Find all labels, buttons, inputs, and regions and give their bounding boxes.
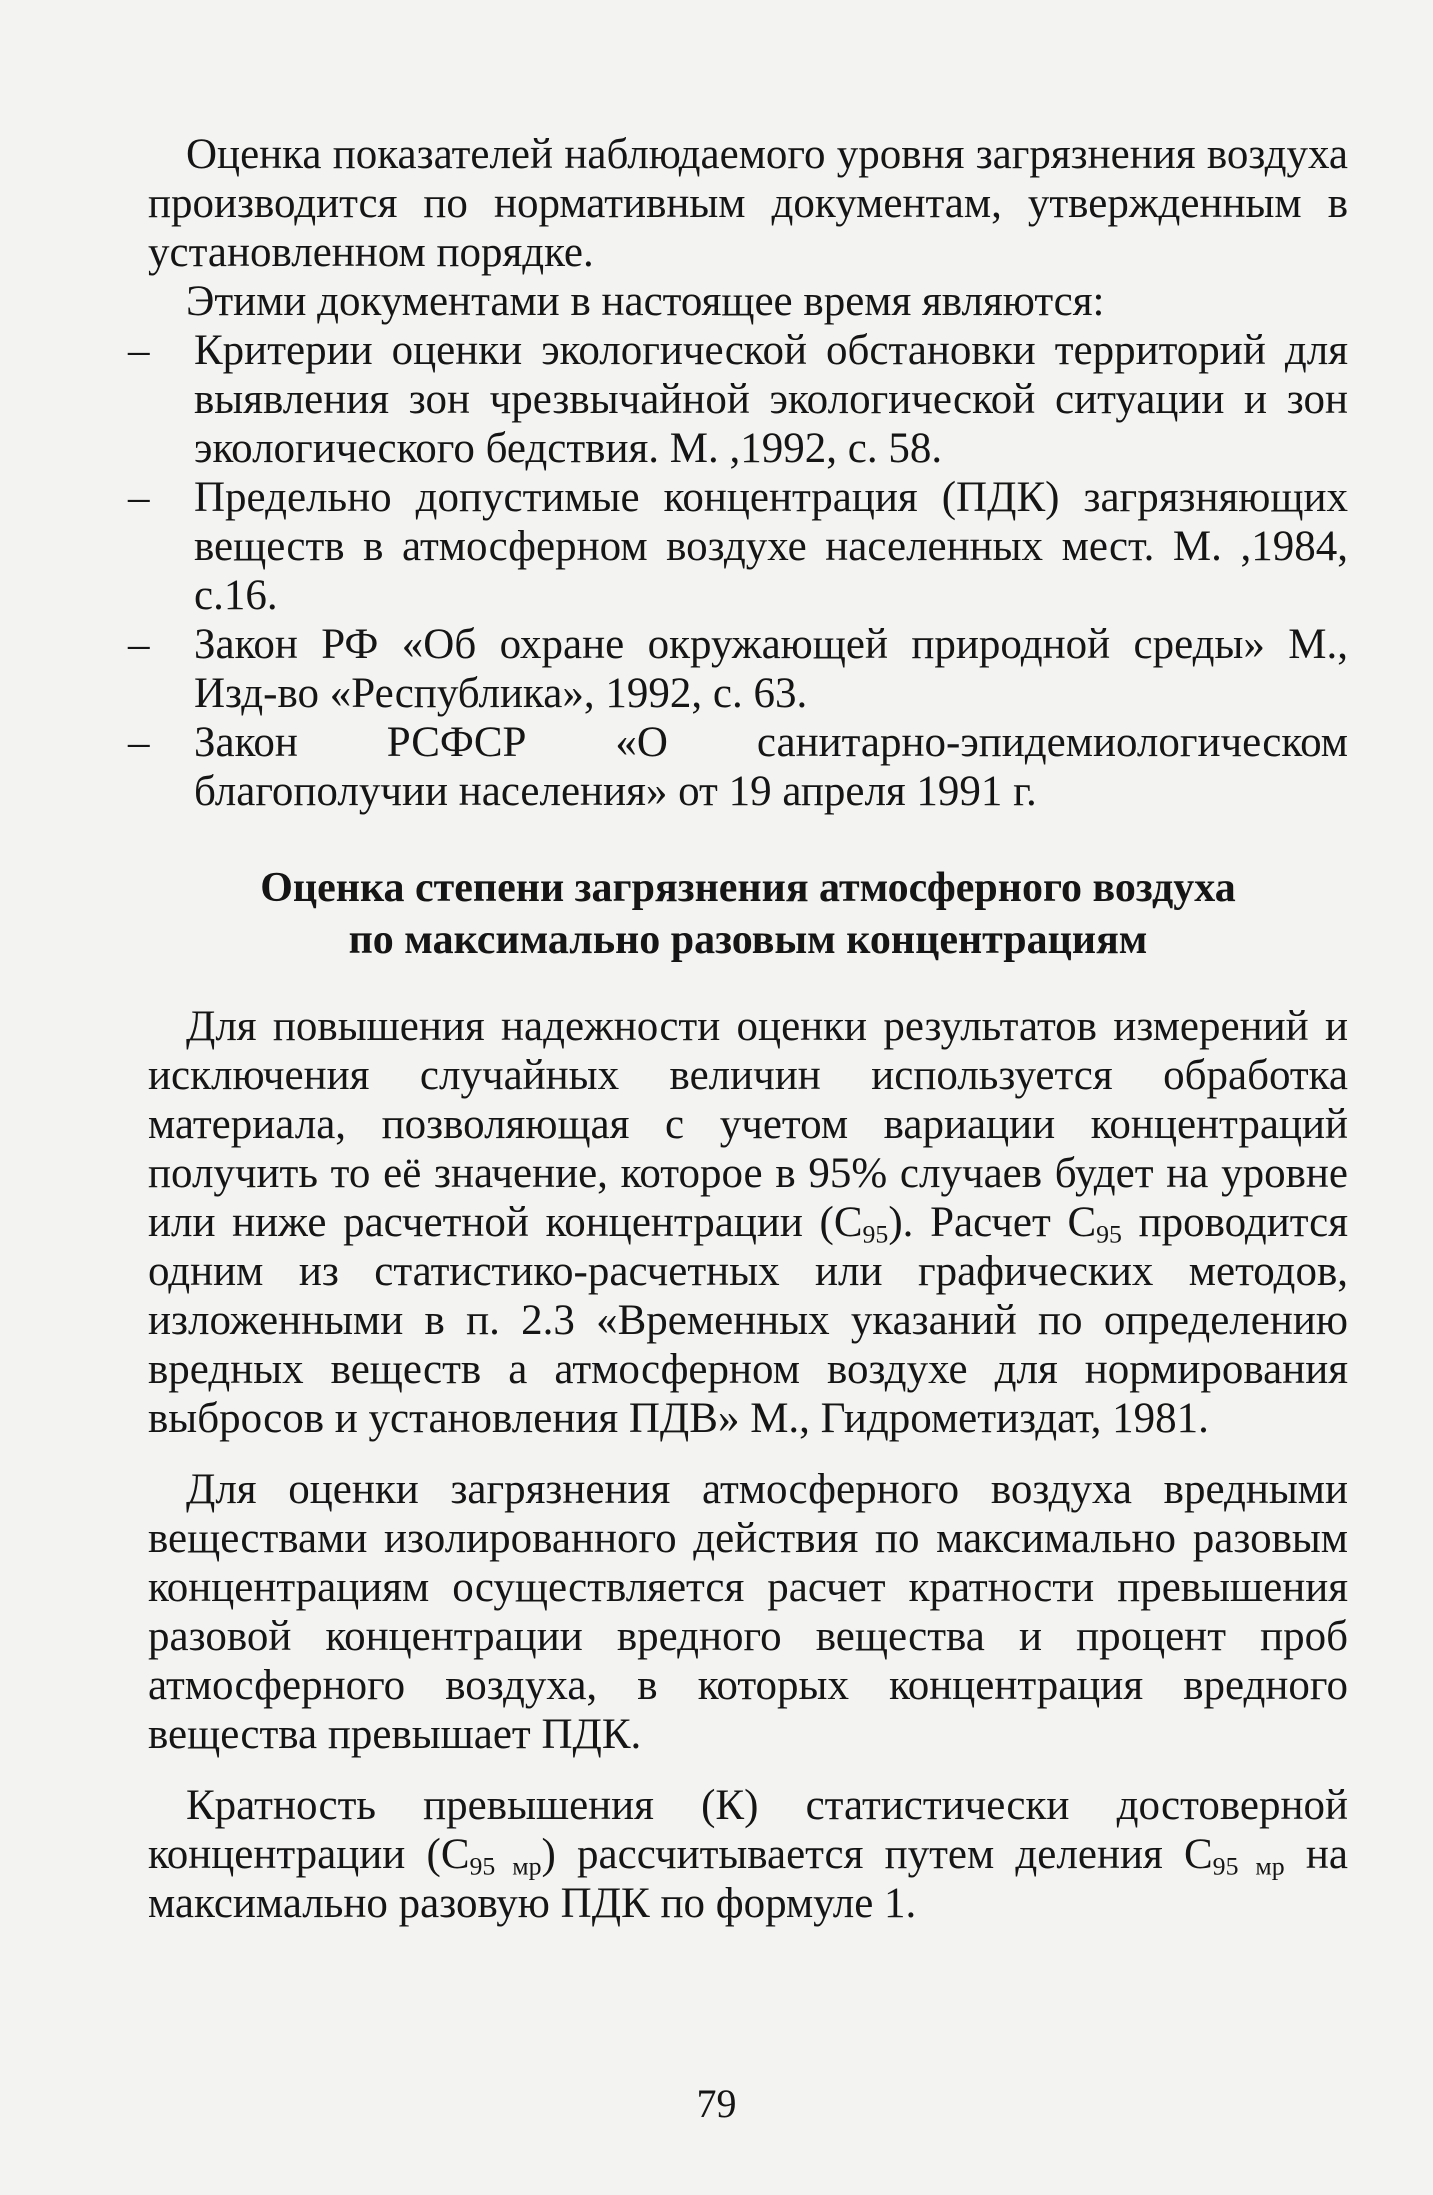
list-item: [128, 473, 1348, 620]
intro-paragraph: Оценка показателей наблюдаемого уровня загрязнения воздуха производится по нормативным документам, утвержденным в установленном порядке.: [148, 131, 1348, 276]
dash-marker: –: [128, 474, 150, 521]
dash-marker: –: [128, 327, 150, 374]
page-number: 79: [696, 2081, 737, 2126]
subscript: 95: [1096, 1219, 1122, 1249]
section-heading-line-1: Оценка степени загрязнения атмосферного воздуха: [260, 865, 1236, 911]
list-item: [128, 718, 1348, 816]
method-text-b: ). Расчет С: [888, 1199, 1097, 1246]
list-item-text: Закон РФ «Об охране окружающей природной среды» М., Изд-во «Республика», 1992, с. 63.: [194, 621, 1348, 717]
list-item: [128, 620, 1348, 718]
list-item: [128, 326, 1348, 473]
ratio-text-a: Кратность превышения (К) статистически достоверной концентрации (С: [148, 1782, 1348, 1878]
ratio-paragraph: [148, 1781, 1348, 1928]
spacer: [148, 1443, 1348, 1465]
ratio-text-b: ) рассчитывается путем деления С: [541, 1831, 1213, 1878]
ratio-text-c: на максимально разовую ПДК по формуле 1.: [148, 1831, 1348, 1927]
list-item-text: Предельно допустимые концентрация (ПДК) загрязняющих веществ в атмосферном воздухе населенных мест. М. ,1984, с.16.: [194, 474, 1348, 619]
subscript: 95: [862, 1219, 889, 1249]
assessment-paragraph: Для оценки загрязнения атмосферного воздуха вредными веществами изолированного действия по максимально разовым концентрациям осуществляется расчет кратности превышения разовой концентрации вредного вещества и процент проб атмосферного воздуха, в которых концентрация вредного вещества превышает ПДК.: [148, 1466, 1348, 1758]
subscript: 95 мр: [1212, 1851, 1285, 1881]
method-paragraph: [148, 1002, 1348, 1443]
page-body: [128, 130, 1348, 1928]
list-item-text: Закон РСФСР «О санитарно-эпидемиологическом благополучии населения» от 19 апреля 1991 г.: [194, 719, 1348, 815]
documents-list: [128, 326, 1348, 816]
spacer: [148, 1759, 1348, 1781]
section-heading: [148, 862, 1348, 966]
method-text-c: проводится одним из статистико-расчетных или графических методов, изложенными в п. 2.3 «Временных указаний по определению вредных веществ а атмосферном воздухе для нормирования выбросов и установления ПДВ» М., Гидрометиздат, 1981.: [148, 1199, 1348, 1442]
dash-marker: –: [128, 621, 150, 668]
subscript: 95 мр: [469, 1851, 542, 1881]
section-heading-line-2: по максимально разовым концентрациям: [348, 917, 1148, 963]
list-item-text: Критерии оценки экологической обстановки территорий для выявления зон чрезвычайной экологической ситуации и зон экологического бедствия. М. ,1992, с. 58.: [194, 327, 1348, 472]
dash-marker: –: [128, 719, 150, 766]
documents-intro: Этими документами в настоящее время являются:: [186, 278, 1105, 325]
method-text-a: Для повышения надежности оценки результатов измерений и исключения случайных величин используется обработка материала, позволяющая с учетом вариации концентраций получить то её значение, которое в 95% случаев будет на уровне или ниже расчетной концентрации (С: [148, 1003, 1348, 1246]
